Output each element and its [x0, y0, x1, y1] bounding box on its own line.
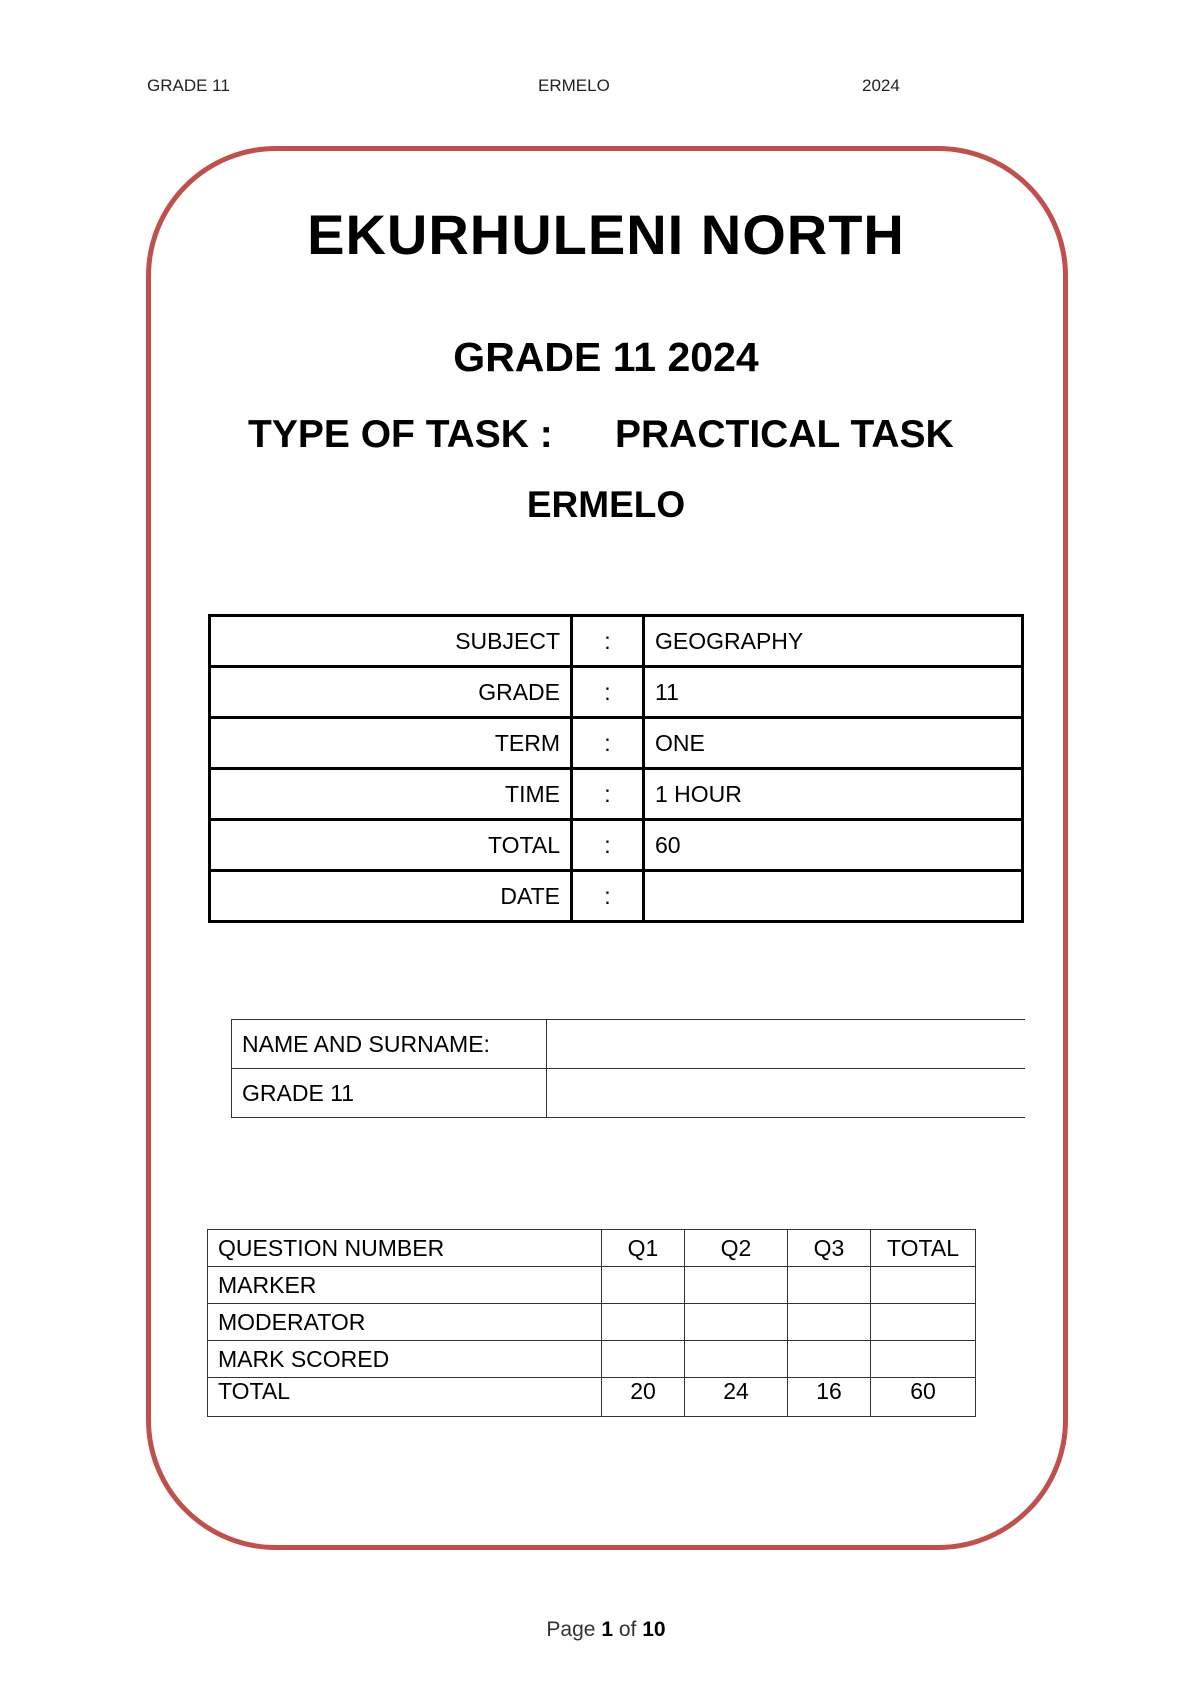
task-type-label: TYPE OF TASK :: [248, 413, 553, 456]
marks-total-q3: 16: [788, 1378, 871, 1417]
info-value: 60: [644, 820, 1023, 871]
marks-header-question: QUESTION NUMBER: [208, 1230, 602, 1267]
page-prefix: Page: [546, 1618, 596, 1641]
marks-row-label: MODERATOR: [208, 1304, 602, 1341]
info-row: [210, 718, 1023, 769]
marks-total-row: [208, 1378, 976, 1417]
subject-info-table: [208, 614, 1024, 923]
district-title: EKURHULENI NORTH: [307, 203, 905, 266]
marks-header-q3: Q3: [788, 1230, 871, 1267]
info-separator: :: [572, 616, 644, 667]
info-row: [210, 769, 1023, 820]
marks-table: [207, 1229, 976, 1417]
marks-header-q1: Q1: [602, 1230, 685, 1267]
marks-cell[interactable]: [602, 1267, 685, 1304]
marks-cell[interactable]: [788, 1341, 871, 1378]
marks-cell[interactable]: [871, 1341, 976, 1378]
info-label: TERM: [210, 718, 572, 769]
marks-total-q1: 20: [602, 1378, 685, 1417]
info-separator: :: [572, 820, 644, 871]
marks-cell[interactable]: [685, 1304, 788, 1341]
learner-details-table: [231, 1019, 1025, 1118]
marks-cell[interactable]: [602, 1341, 685, 1378]
page-number: [0, 1618, 1200, 1642]
info-label: SUBJECT: [210, 616, 572, 667]
marks-row-label: MARK SCORED: [208, 1341, 602, 1378]
learner-name-field[interactable]: [547, 1020, 1026, 1069]
page-of: of: [618, 1618, 637, 1641]
marks-cell[interactable]: [788, 1304, 871, 1341]
page-total: 10: [642, 1618, 666, 1641]
marks-cell[interactable]: [788, 1267, 871, 1304]
learner-row: [232, 1020, 1026, 1069]
marks-row: [208, 1267, 976, 1304]
info-value: ONE: [644, 718, 1023, 769]
header-grade: GRADE 11: [147, 76, 230, 95]
info-label: GRADE: [210, 667, 572, 718]
marks-cell[interactable]: [685, 1267, 788, 1304]
learner-row: [232, 1069, 1026, 1118]
info-label: DATE: [210, 871, 572, 922]
date-field[interactable]: [644, 871, 1023, 922]
marks-row-label: MARKER: [208, 1267, 602, 1304]
info-row: [210, 616, 1023, 667]
marks-row: [208, 1304, 976, 1341]
marks-row-label: TOTAL: [208, 1378, 602, 1417]
marks-header-total: TOTAL: [871, 1230, 976, 1267]
info-row: [210, 667, 1023, 718]
info-separator: :: [572, 667, 644, 718]
info-value: 11: [644, 667, 1023, 718]
info-separator: :: [572, 871, 644, 922]
marks-cell[interactable]: [602, 1304, 685, 1341]
marks-cell[interactable]: [871, 1304, 976, 1341]
marks-row: [208, 1341, 976, 1378]
marks-header-row: [208, 1230, 976, 1267]
info-value: GEOGRAPHY: [644, 616, 1023, 667]
marks-header-q2: Q2: [685, 1230, 788, 1267]
header-year: 2024: [862, 76, 900, 95]
info-separator: :: [572, 769, 644, 820]
marks-cell[interactable]: [685, 1341, 788, 1378]
school-title: ERMELO: [526, 484, 686, 525]
page-current: 1: [601, 1618, 613, 1641]
marks-total-q2: 24: [685, 1378, 788, 1417]
learner-grade-label: GRADE 11: [232, 1069, 547, 1118]
header-school: ERMELO: [538, 76, 610, 95]
grade-year-title: GRADE 11 2024: [453, 334, 759, 380]
info-separator: :: [572, 718, 644, 769]
marks-cell[interactable]: [871, 1267, 976, 1304]
info-row: [210, 871, 1023, 922]
marks-total-all: 60: [871, 1378, 976, 1417]
info-label: TOTAL: [210, 820, 572, 871]
info-value: 1 HOUR: [644, 769, 1023, 820]
learner-grade-field[interactable]: [547, 1069, 1026, 1118]
info-label: TIME: [210, 769, 572, 820]
task-type-value: PRACTICAL TASK: [615, 413, 954, 456]
learner-name-label: NAME AND SURNAME:: [232, 1020, 547, 1069]
info-row: [210, 820, 1023, 871]
